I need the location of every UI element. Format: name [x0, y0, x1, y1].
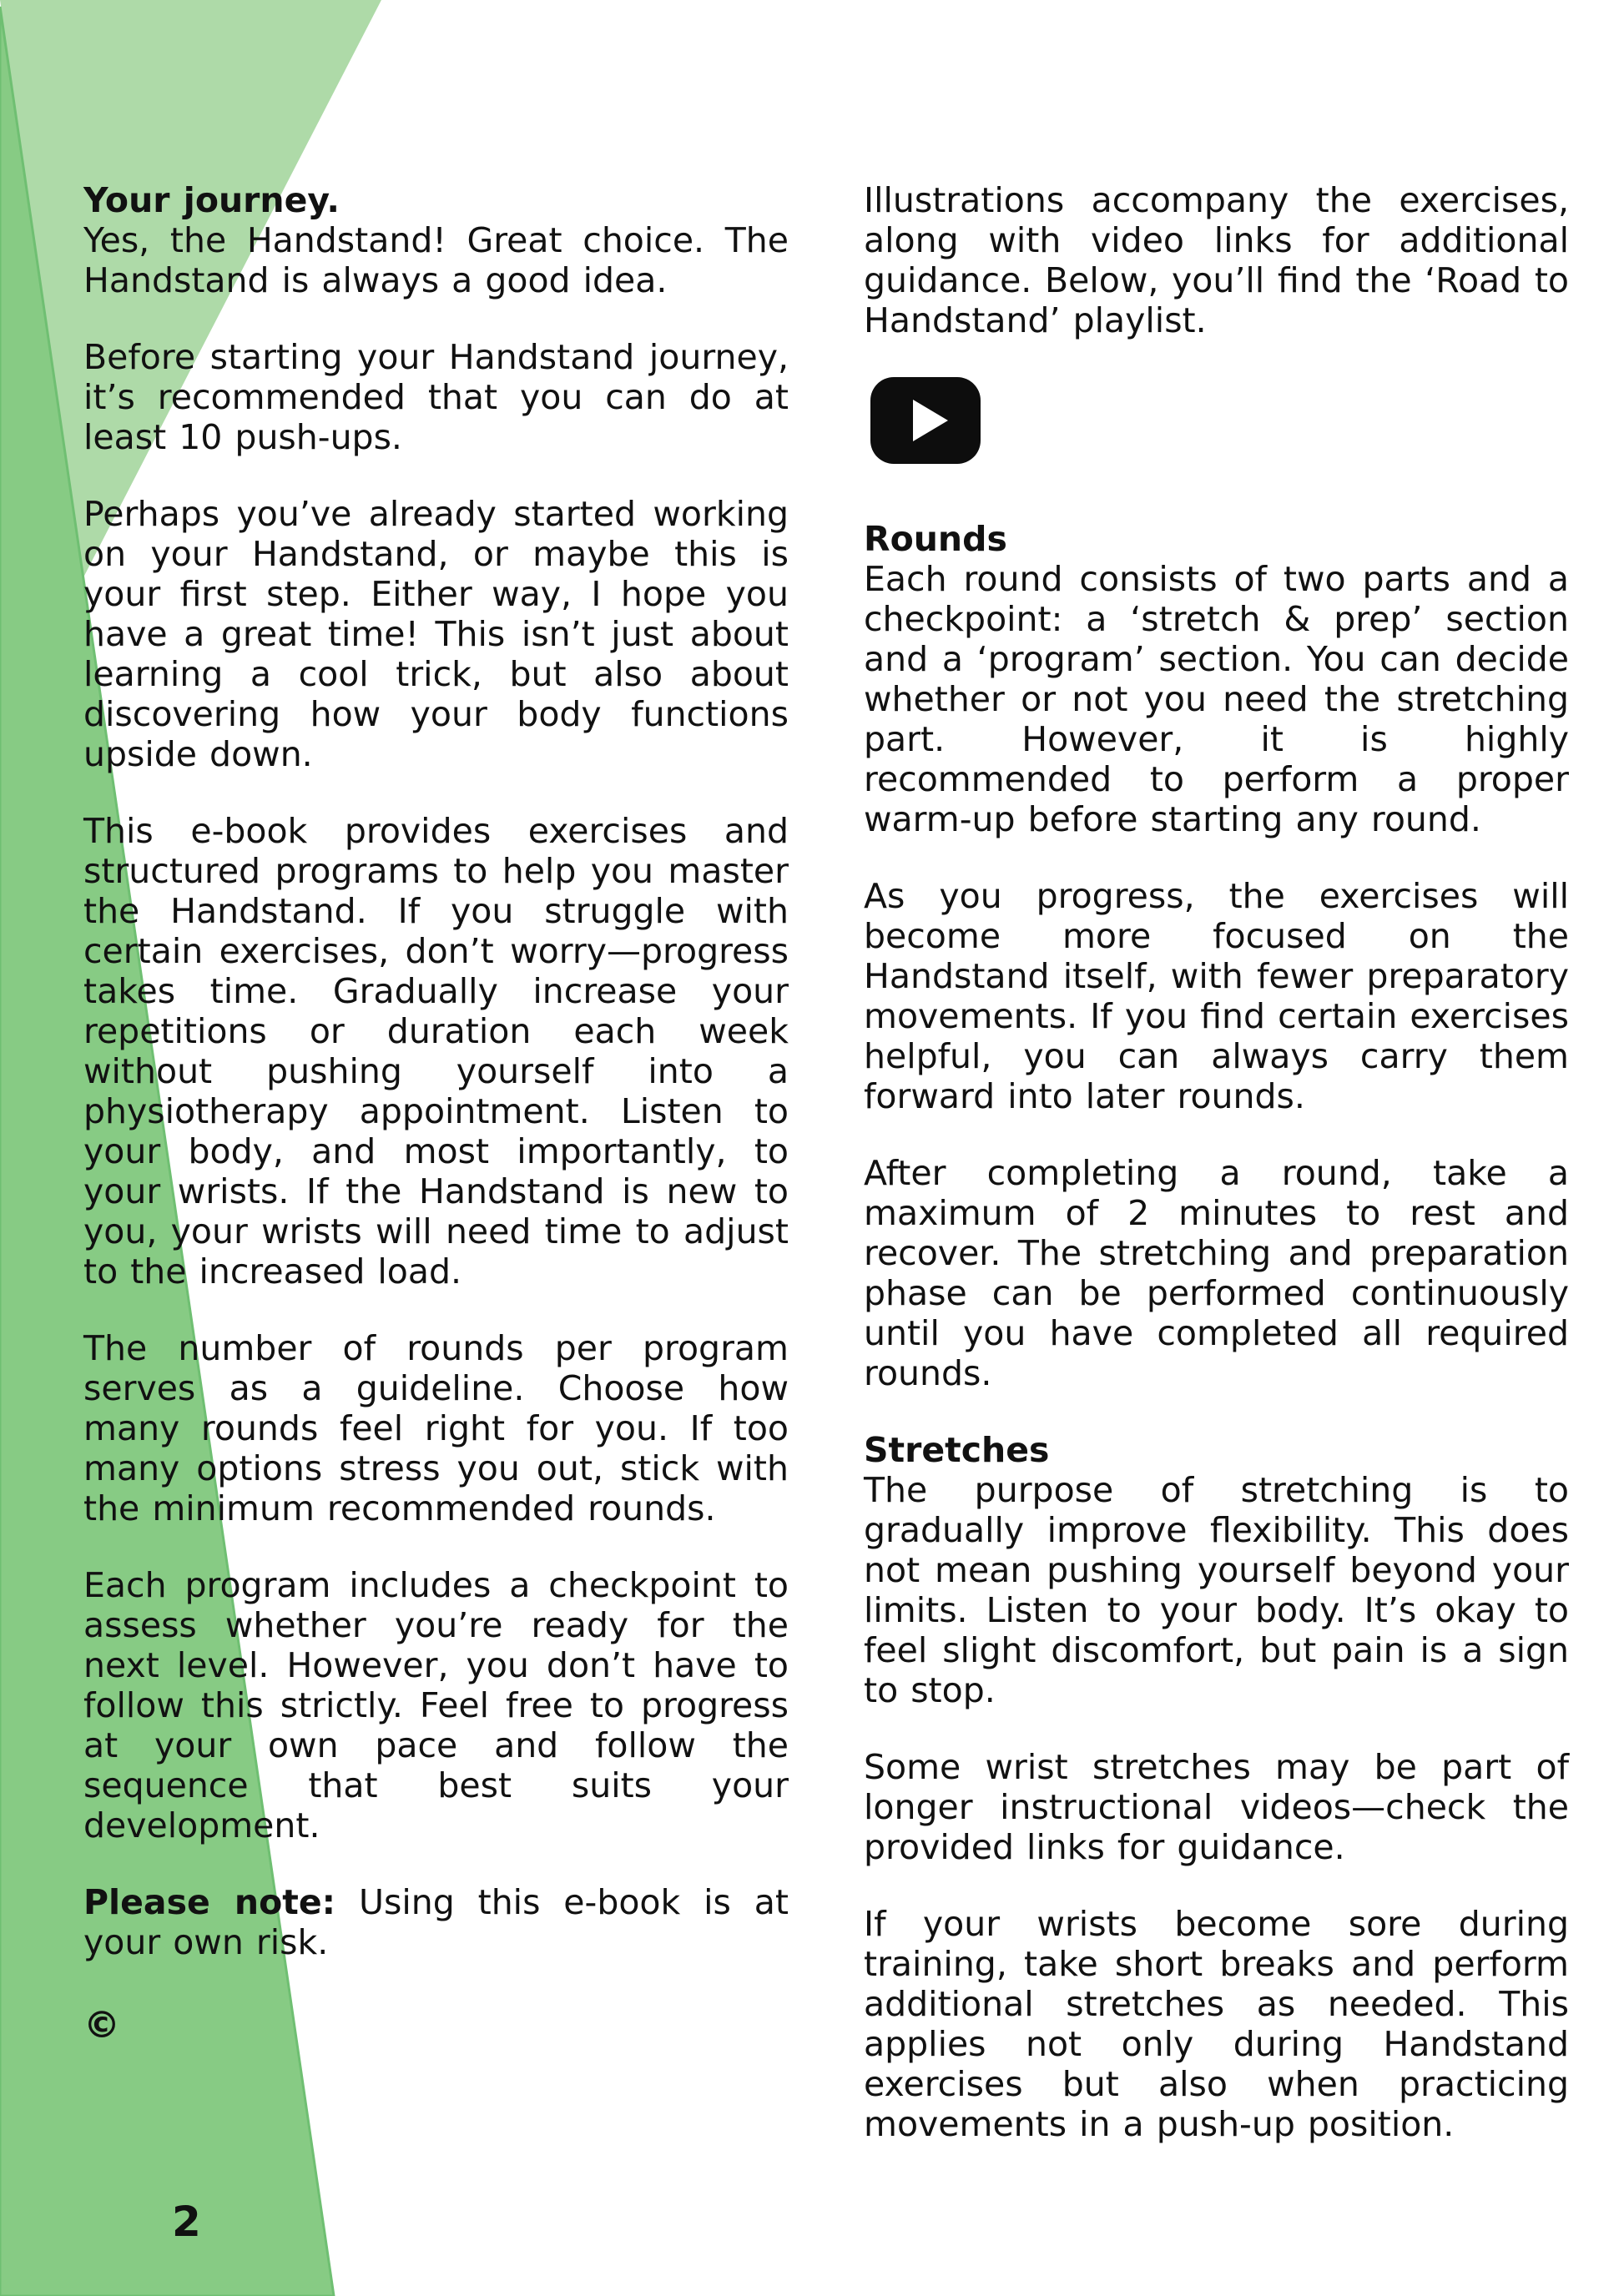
- section-heading-rounds: Rounds: [864, 519, 1007, 559]
- paragraph: After completing a round, take a maximum of 2 minutes to rest and recover. The stretching and preparation phase can be performed continuously until you have completed all required rounds.: [864, 1153, 1569, 1393]
- paragraph: As you progress, the exercises will become more focused on the Handstand itself, with fewer preparatory movements. If you find certain exercises helpful, you can always carry them forward into later rounds.: [864, 876, 1569, 1116]
- paragraph: Illustrations accompany the exercises, along with video links for additional guidance. Below, you’ll find the ‘Road to Handstand’ playlist.: [864, 180, 1569, 340]
- youtube-play-icon[interactable]: [870, 377, 981, 464]
- section-heading-your-journey: Your journey.: [83, 180, 340, 220]
- note-text: Using this e-book is at your own risk.: [83, 1882, 789, 1962]
- copyright-symbol: ©: [83, 2004, 120, 2047]
- paragraph: The purpose of stretching is to gradually improve flexibility. This does not mean pushing yourself beyond your limits. Listen to your body. It’s okay to feel slight discomfort, but pain is a sign to stop.: [864, 1470, 1569, 1710]
- section-heading-stretches: Stretches: [864, 1430, 1050, 1470]
- play-triangle-icon: [913, 400, 948, 441]
- right-column: [864, 180, 1569, 2181]
- page-number: 2: [172, 2198, 201, 2246]
- paragraph: Perhaps you’ve already started working on your Handstand, or maybe this is your first step. Either way, I hope you have a great time! This isn’t just about learning a cool trick, but also about discovering how your body functions upside down.: [83, 494, 789, 774]
- note-label: Please note:: [83, 1882, 336, 1922]
- paragraph: Some wrist stretches may be part of longer instructional videos—check the provided links for guidance.: [864, 1747, 1569, 1867]
- paragraph: The number of rounds per program serves as a guideline. Choose how many rounds feel right for you. If too many options stress you out, stick with the minimum recommended rounds.: [83, 1328, 789, 1528]
- paragraph: Yes, the Handstand! Great choice. The Handstand is always a good idea.: [83, 220, 789, 300]
- left-column: [83, 180, 789, 1999]
- note-paragraph: [83, 1882, 789, 1962]
- paragraph: Each round consists of two parts and a checkpoint: a ‘stretch & prep’ section and a ‘program’ section. You can decide whether or not you need the stretching part. However, it is highly recommended to perform a proper warm-up before starting any round.: [864, 559, 1569, 839]
- paragraph: This e-book provides exercises and structured programs to help you master the Handstand. If you struggle with certain exercises, don’t worry—progress takes time. Gradually increase your repetitions or duration each week without pushing yourself into a physiotherapy appointment. Listen to your body, and most importantly, to your wrists. If the Handstand is new to you, your wrists will need time to adjust to the increased load.: [83, 811, 789, 1292]
- paragraph: If your wrists become sore during training, take short breaks and perform additional stretches as needed. This applies not only during Handstand exercises but also when practicing movements in a push-up position.: [864, 1904, 1569, 2144]
- paragraph: Before starting your Handstand journey, it’s recommended that you can do at least 10 push-ups.: [83, 337, 789, 457]
- paragraph: Each program includes a checkpoint to assess whether you’re ready for the next level. However, you don’t have to follow this strictly. Feel free to progress at your own pace and follow the sequence that best suits your development.: [83, 1565, 789, 1845]
